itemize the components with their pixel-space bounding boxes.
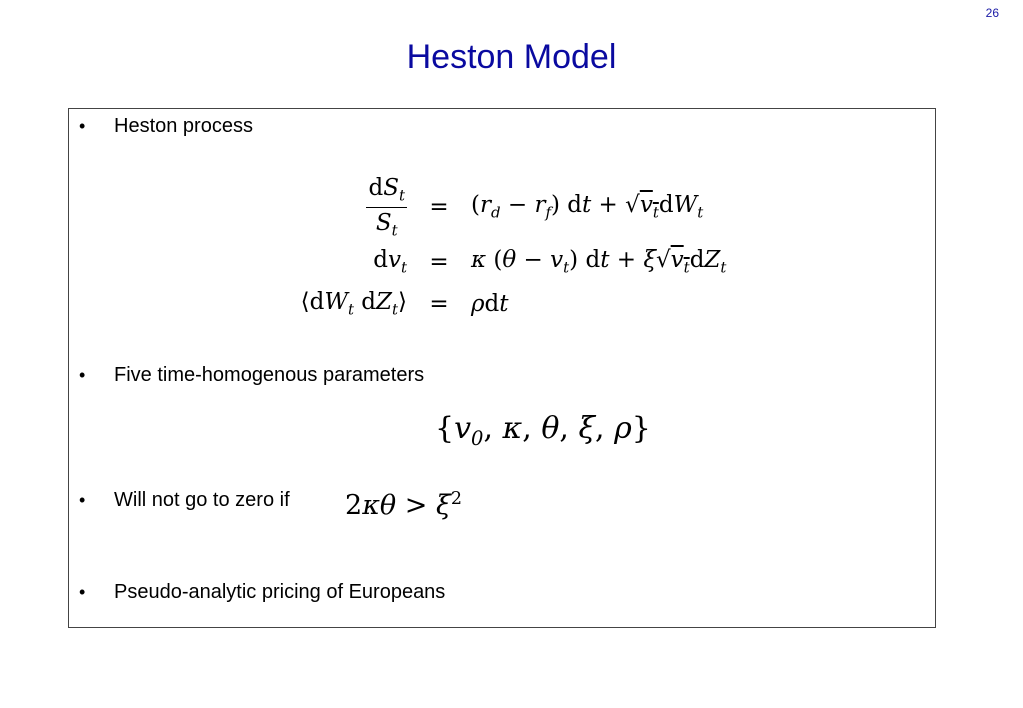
bullet-text: Five time-homogenous parameters	[114, 364, 425, 386]
slide-title: Heston Model	[406, 38, 617, 76]
bullet-dot: •	[79, 116, 86, 136]
bullet-parameters	[79, 364, 424, 387]
bullet-text: Pseudo-analytic pricing of Europeans	[114, 581, 446, 603]
bullet-heston-process	[79, 115, 253, 138]
bullet-text: Will not go to zero if	[114, 489, 290, 511]
page-number: 26	[985, 6, 999, 20]
content-box	[68, 108, 936, 628]
bullet-feller-condition	[79, 489, 290, 512]
bullet-dot: •	[79, 490, 86, 510]
feller-inequality: $2\kappa\theta > \xi^2$	[345, 489, 462, 521]
equation-spot: $\frac{dS_t}{S_t}$ = $(r_d - r_f)$ dt + $√v_tdW_t$	[368, 175, 704, 240]
equation-variance: $dv_t$ = κ $(\theta - v_t)$ dt + $\xi√v_tdZ_t$	[373, 247, 727, 277]
equation-correlation: $⟨dW_t$ $dZ_t⟩$ = ρdt	[300, 289, 509, 319]
bullet-dot: •	[79, 582, 86, 602]
bullet-text: Heston process	[114, 115, 253, 137]
parameter-set: {$v_0$, κ, θ, ξ, ρ}	[435, 411, 651, 450]
bullet-dot: •	[79, 365, 86, 385]
bullet-european-pricing	[79, 581, 445, 604]
